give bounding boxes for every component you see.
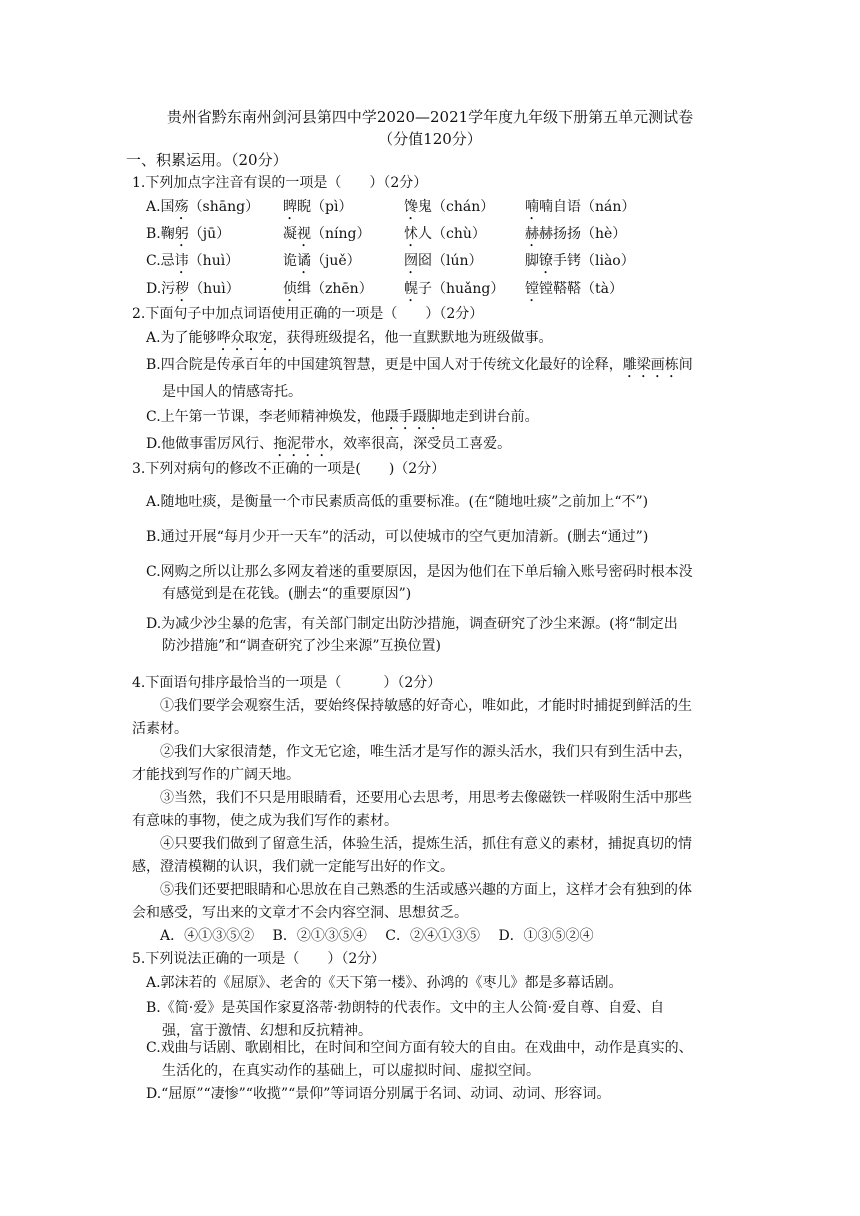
q3-option-c-cont: 有感觉到是在花钱。(删去“的重要原因”) — [162, 586, 412, 602]
q3-option-b: B.通过开展“每月少开一天车”的活动，可以使城市的空气更加清新。(删去“通过”) — [146, 529, 649, 545]
q5-option-b-cont: 强，富于激情、幻想和反抗精神。 — [162, 1023, 372, 1039]
q5-option-d: D.“屈原”“凄惨”“收揽”“景仰”等词语分别属于名词、动词、动词、形容词。 — [146, 1086, 611, 1102]
q3-stem: 3.下列对病句的修改不正确的一项是( )（2分） — [132, 461, 446, 477]
q2-stem: 2.下面句子中加点词语使用正确的一项是（ ）（2分） — [132, 306, 484, 322]
q1-word: A.国殇（shāng） — [146, 199, 260, 215]
q1-word: 镗镗鞳鞳（tà） — [525, 281, 623, 297]
q1-stem: 1.下列加点字注音有误的一项是（ ）（2分） — [132, 175, 428, 191]
q4-sentence-1-cont: 活素材。 — [132, 721, 188, 737]
q1-word: 睥睨（pì） — [283, 199, 353, 215]
q5-option-c: C.戏曲与话剧、歌剧相比，在时间和空间方面有较大的自由。在戏曲中，动作是真实的、 — [146, 1040, 693, 1056]
score-note: （分值120分） — [378, 130, 482, 148]
q2-option-b-cont: 是中国人的情感寄托。 — [162, 384, 302, 400]
q1-word: 囫囵（lún） — [404, 253, 483, 269]
q4-sentence-5: ⑤我们还要把眼睛和心思放在自己熟悉的生活或感兴趣的方面上，这样才会有独到的体 — [160, 882, 692, 898]
q4-options: A．④①③⑤② B．②①③⑤④ C．②④①③⑤ D．①③⑤②④ — [160, 928, 594, 944]
q2-option-c: C.上午第一节课，李老师精神焕发，他蹑手蹑脚地走到讲台前。 — [146, 409, 539, 425]
q2-option-d: D.他做事雷厉风行、拖泥带水，效率很高，深受员工喜爱。 — [146, 436, 512, 452]
q1-word: 侦缉（zhēn） — [283, 281, 373, 297]
q1-word: 怵人（chù） — [404, 226, 486, 242]
q4-sentence-3: ③当然，我们不只是用眼睛看，还要用心去思考，用思考去像磁铁一样吸附生活中那些 — [160, 790, 692, 806]
q1-word: 馋鬼（chán） — [404, 199, 495, 215]
q4-sentence-4-cont: 感，澄清模糊的认识，我们就一定能写出好的作文。 — [132, 859, 454, 875]
q1-word: 幌子（huǎng） — [404, 281, 505, 297]
q2-option-b: B.四合院是传承百年的中国建筑智慧，更是中国人对于传统文化最好的诠释，雕梁画栋间 — [146, 357, 693, 373]
q2-option-a: A.为了能够哗众取宠，获得班级提名，他一直默默地为班级做事。 — [146, 330, 553, 346]
q3-option-d: D.为减少沙尘暴的危害，有关部门制定出防沙措施，调查研究了沙尘来源。(将“制定出 — [146, 616, 678, 632]
q4-sentence-2: ②我们大家很清楚，作文无它途，唯生活才是写作的源头活水，我们只有到生活中去， — [160, 744, 692, 760]
q1-word: D.污秽（huì） — [146, 281, 240, 297]
q4-sentence-2-cont: 才能找到写作的广阔天地。 — [132, 767, 300, 783]
q3-option-c: C.网购之所以让那么多网友着迷的重要原因，是因为他们在下单后输入账号密码时根本没 — [146, 564, 693, 580]
q5-option-c-cont: 生活化的，在真实动作的基础上，可以虚拟时间、虚拟空间。 — [162, 1063, 540, 1079]
q5-option-b: B.《简·爱》是英国作家夏洛蒂·勃朗特的代表作。文中的主人公简·爱自尊、自爱、自 — [146, 1000, 665, 1016]
q4-sentence-1: ①我们要学会观察生活，要始终保持敏感的好奇心，唯如此，才能时时捕捉到鲜活的生 — [160, 698, 692, 714]
q1-word: C.忌讳（huì） — [146, 253, 240, 269]
q1-word: 喃喃自语（nán） — [525, 199, 636, 215]
q1-word: B.鞠躬（jū） — [146, 226, 231, 242]
q1-word: 凝视（níng） — [283, 226, 371, 242]
q1-word: 脚镣手铐（liào） — [525, 253, 635, 269]
q5-option-a: A.郭沫若的《屈原》、老舍的《天下第一楼》、孙鸿的《枣儿》都是多幕话剧。 — [146, 975, 623, 991]
q1-word: 诡谲（juě） — [283, 253, 361, 269]
q4-stem: 4.下面语句排序最恰当的一项是（ ）（2分） — [132, 675, 442, 691]
q4-sentence-4: ④只要我们做到了留意生活，体验生活，提炼生活，抓住有意义的素材，捕捉真切的情 — [160, 836, 692, 852]
q3-option-a: A.随地吐痰，是衡量一个市民素质高低的重要标准。(在“随地吐痰”之前加上“不”) — [146, 494, 649, 510]
q3-option-d-cont: 防沙措施”和“调查研究了沙尘来源”互换位置) — [162, 638, 441, 654]
section-heading: 一、积累运用。（20分） — [126, 151, 288, 169]
q4-sentence-5-cont: 会和感受，写出来的文章才不会内容空洞、思想贫乏。 — [132, 905, 468, 921]
q4-sentence-3-cont: 有意味的事物，使之成为我们写作的素材。 — [132, 813, 398, 829]
q1-word: 赫赫扬扬（hè） — [525, 226, 627, 242]
exam-title: 贵州省黔东南州剑河县第四中学2020—2021学年度九年级下册第五单元测试卷 — [166, 108, 694, 126]
q5-stem: 5.下列说法正确的一项是（ ）（2分） — [132, 951, 386, 967]
